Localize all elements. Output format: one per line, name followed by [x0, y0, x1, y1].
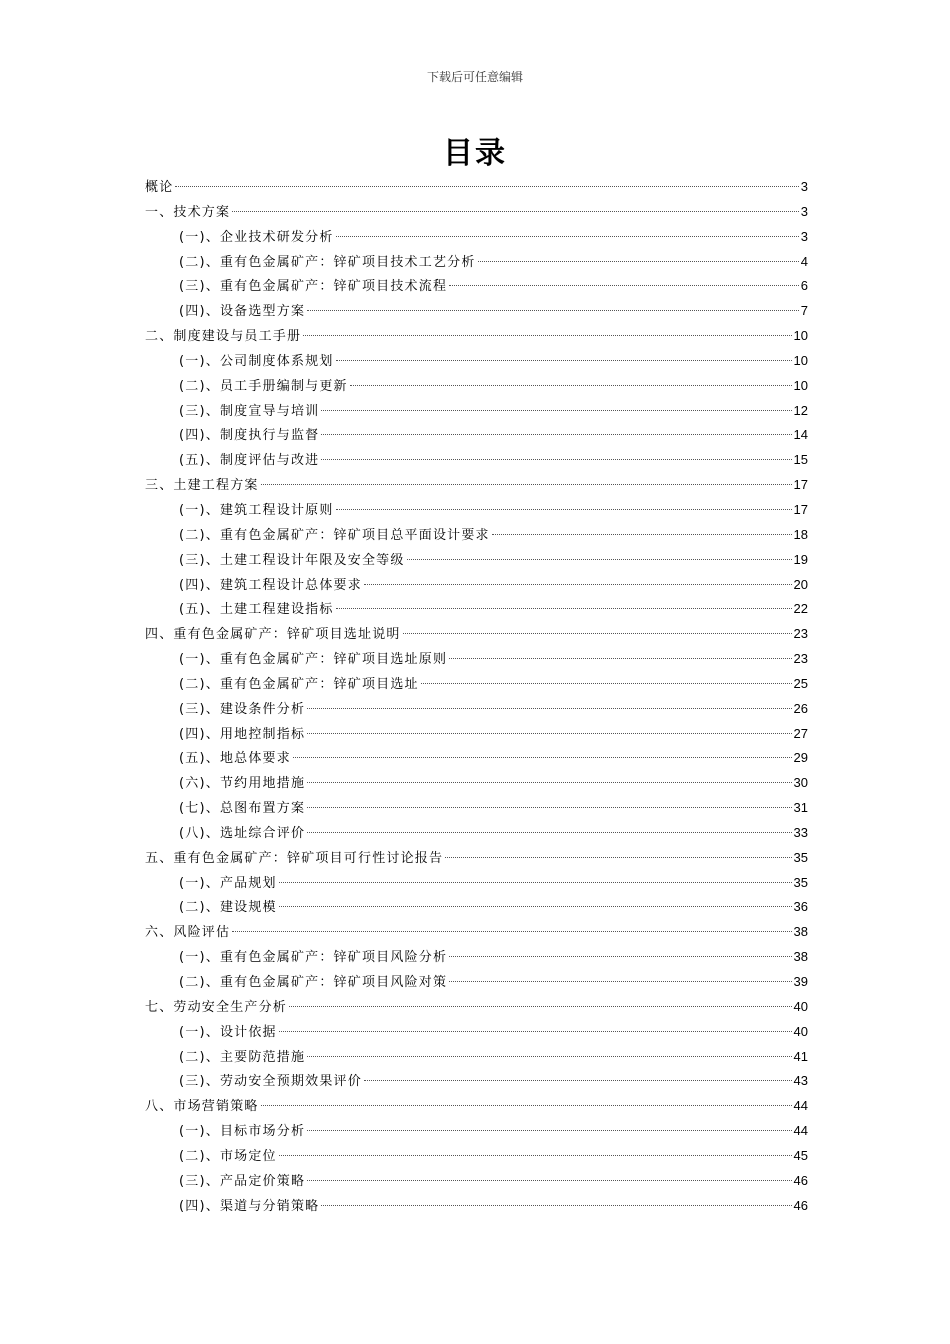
toc-entry[interactable]: [145, 250, 808, 275]
toc-entry-page-number: 7: [800, 303, 808, 319]
toc-dot-leader: [421, 683, 792, 684]
toc-entry-label: (五)、地总体要求: [179, 751, 291, 767]
toc-entry-page-number: 27: [793, 725, 808, 741]
toc-entry-page-number: 39: [793, 974, 808, 989]
toc-dot-leader: [321, 410, 791, 411]
toc-entry-page-number: 10: [793, 352, 808, 368]
toc-entry-page-number: 44: [793, 1098, 808, 1114]
toc-entry[interactable]: [145, 175, 808, 200]
toc-entry-page-number: 18: [793, 526, 808, 542]
toc-dot-leader: [403, 633, 792, 634]
toc-entry[interactable]: [145, 1094, 808, 1119]
toc-entry[interactable]: [145, 796, 808, 821]
toc-entry[interactable]: [145, 448, 808, 473]
toc-entry-page-number: 3: [800, 203, 808, 219]
toc-entry-page-number: 46: [793, 1172, 808, 1188]
toc-dot-leader: [364, 1080, 792, 1081]
toc-entry-page-number: 20: [793, 576, 808, 592]
toc-entry-label: (一)、设计依据: [179, 1024, 277, 1040]
toc-entry-page-number: 3: [800, 228, 808, 244]
toc-entry-label: 六、风险评估: [145, 925, 231, 941]
toc-dot-leader: [336, 360, 792, 361]
toc-dot-leader: [336, 236, 799, 237]
toc-entry-page-number: 12: [793, 402, 808, 418]
toc-entry-page-number: 41: [793, 1048, 808, 1064]
toc-entry-label: (一)、目标市场分析: [179, 1124, 306, 1140]
toc-dot-leader: [445, 857, 791, 858]
toc-dot-leader: [336, 608, 792, 609]
toc-dot-leader: [307, 832, 791, 833]
toc-entry-label: (七)、总图布置方案: [179, 801, 306, 817]
toc-entry-page-number: 45: [793, 1147, 808, 1163]
toc-entry-label: (八)、选址综合评价: [179, 825, 306, 841]
toc-entry-page-number: 6: [800, 278, 808, 294]
table-of-contents: [145, 175, 808, 1218]
toc-dot-leader: [307, 1130, 791, 1131]
toc-dot-leader: [350, 385, 792, 386]
toc-entry-page-number: 14: [793, 427, 808, 443]
toc-entry[interactable]: [145, 647, 808, 672]
toc-dot-leader: [336, 509, 792, 510]
toc-entry-label: 七、劳动安全生产分析: [145, 999, 288, 1015]
toc-entry-label: (四)、渠道与分销策略: [179, 1198, 320, 1214]
toc-dot-leader: [293, 757, 792, 758]
toc-entry-label: 概论: [145, 180, 174, 195]
toc-dot-leader: [492, 534, 792, 535]
toc-entry-page-number: 46: [793, 1197, 808, 1213]
toc-entry-page-number: 4: [800, 253, 808, 269]
toc-entry-label: (五)、土建工程建设指标: [179, 602, 334, 618]
toc-dot-leader: [279, 882, 792, 883]
toc-entry[interactable]: [145, 374, 808, 399]
toc-dot-leader: [303, 335, 791, 336]
toc-entry-page-number: 40: [793, 998, 808, 1014]
toc-entry[interactable]: [145, 1144, 808, 1169]
toc-entry-label: (三)、劳动安全预期效果评价: [179, 1074, 362, 1090]
toc-entry-label: (四)、建筑工程设计总体要求: [179, 577, 362, 593]
toc-entry-label: (三)、制度宣导与培训: [179, 403, 320, 419]
toc-entry-label: (二)、市场定位: [179, 1148, 277, 1164]
toc-entry[interactable]: [145, 995, 808, 1020]
toc-dot-leader: [449, 956, 791, 957]
toc-dot-leader: [261, 484, 792, 485]
toc-entry-label: (一)、重有色金属矿产：锌矿项目风险分析: [179, 950, 448, 966]
toc-entry-page-number: 35: [793, 874, 808, 890]
toc-entry-label: (五)、制度评估与改进: [179, 453, 320, 469]
toc-entry[interactable]: [145, 846, 808, 871]
toc-entry-label: 三、土建工程方案: [145, 478, 259, 494]
toc-entry[interactable]: [145, 970, 808, 995]
toc-entry[interactable]: [145, 423, 808, 448]
toc-entry-label: (二)、重有色金属矿产：锌矿项目技术工艺分析: [179, 254, 476, 270]
toc-dot-leader: [407, 559, 792, 560]
toc-entry[interactable]: [145, 672, 808, 697]
toc-entry[interactable]: [145, 324, 808, 349]
toc-entry-label: 八、市场营销策略: [145, 1099, 259, 1115]
toc-entry-page-number: 44: [793, 1123, 808, 1139]
toc-entry-label: (一)、重有色金属矿产：锌矿项目选址原则: [179, 652, 448, 668]
toc-entry-label: (四)、设备选型方案: [179, 304, 306, 320]
toc-entry[interactable]: [145, 200, 808, 225]
toc-entry-label: (六)、节约用地措施: [179, 776, 306, 792]
toc-entry[interactable]: [145, 746, 808, 771]
toc-entry[interactable]: [145, 349, 808, 374]
page-title: 目录: [443, 136, 507, 171]
toc-entry-label: (二)、重有色金属矿产：锌矿项目风险对策: [179, 975, 448, 990]
toc-dot-leader: [307, 733, 791, 734]
toc-entry-page-number: 40: [793, 1023, 808, 1039]
toc-dot-leader: [321, 459, 791, 460]
toc-dot-leader: [232, 931, 791, 932]
toc-entry[interactable]: [145, 274, 808, 299]
toc-entry[interactable]: [145, 523, 808, 548]
toc-dot-leader: [364, 584, 792, 585]
toc-entry[interactable]: [145, 473, 808, 498]
toc-entry[interactable]: [145, 920, 808, 945]
toc-entry[interactable]: [145, 399, 808, 424]
toc-entry[interactable]: [145, 697, 808, 722]
toc-entry[interactable]: [145, 871, 808, 896]
toc-entry[interactable]: [145, 548, 808, 573]
toc-entry-label: 二、制度建设与员工手册: [145, 329, 302, 345]
toc-dot-leader: [321, 1205, 791, 1206]
toc-dot-leader: [307, 782, 791, 783]
toc-entry-label: (四)、制度执行与监督: [179, 428, 320, 444]
toc-entry-page-number: 33: [793, 824, 808, 840]
toc-entry[interactable]: [145, 1069, 808, 1094]
toc-dot-leader: [307, 310, 799, 311]
toc-entry-page-number: 17: [793, 477, 808, 493]
toc-dot-leader: [307, 807, 791, 808]
toc-entry-page-number: 36: [793, 899, 808, 915]
toc-entry-label: 四、重有色金属矿产：锌矿项目选址说明: [145, 627, 401, 643]
toc-dot-leader: [307, 1056, 791, 1057]
toc-entry-label: (一)、企业技术研发分析: [179, 229, 334, 245]
toc-entry-label: (三)、重有色金属矿产：锌矿项目技术流程: [179, 279, 448, 295]
toc-entry-page-number: 23: [793, 626, 808, 642]
toc-entry[interactable]: [145, 597, 808, 622]
toc-dot-leader: [478, 261, 799, 262]
toc-entry-label: (三)、产品定价策略: [179, 1173, 306, 1189]
toc-entry-page-number: 38: [793, 949, 808, 965]
toc-entry-page-number: 17: [793, 501, 808, 517]
toc-entry[interactable]: [145, 573, 808, 598]
toc-entry[interactable]: [145, 1045, 808, 1070]
toc-entry-label: 一、技术方案: [145, 204, 231, 220]
toc-entry-label: (四)、用地控制指标: [179, 726, 306, 742]
toc-entry[interactable]: [145, 1169, 808, 1194]
toc-entry-page-number: 38: [793, 924, 808, 940]
toc-dot-leader: [279, 1155, 792, 1156]
toc-entry[interactable]: [145, 1194, 808, 1219]
toc-entry[interactable]: [145, 722, 808, 747]
toc-entry-page-number: 15: [793, 452, 808, 468]
toc-entry-label: (二)、重有色金属矿产：锌矿项目总平面设计要求: [179, 527, 490, 543]
toc-entry[interactable]: [145, 821, 808, 846]
toc-dot-leader: [449, 285, 799, 286]
toc-dot-leader: [321, 434, 791, 435]
toc-entry-label: (三)、土建工程设计年限及安全等级: [179, 552, 405, 568]
toc-entry-page-number: 26: [793, 700, 808, 716]
toc-dot-leader: [261, 1105, 792, 1106]
toc-entry[interactable]: [145, 225, 808, 250]
toc-entry-page-number: 31: [793, 800, 808, 816]
toc-entry-page-number: 23: [793, 651, 808, 667]
toc-dot-leader: [279, 1031, 792, 1032]
toc-dot-leader: [279, 906, 792, 907]
toc-entry-label: (一)、产品规划: [179, 875, 277, 891]
toc-entry-label: (一)、建筑工程设计原则: [179, 502, 334, 518]
toc-entry-label: (二)、员工手册编制与更新: [179, 378, 348, 394]
toc-dot-leader: [449, 981, 791, 982]
toc-dot-leader: [307, 1180, 791, 1181]
header-note: 下载后可任意编辑: [426, 70, 523, 84]
toc-entry-page-number: 30: [793, 775, 808, 791]
toc-entry[interactable]: [145, 498, 808, 523]
toc-entry-label: 五、重有色金属矿产：锌矿项目可行性讨论报告: [145, 850, 444, 866]
toc-entry-page-number: 3: [800, 179, 808, 194]
toc-dot-leader: [175, 186, 798, 187]
toc-entry[interactable]: [145, 1020, 808, 1045]
toc-entry[interactable]: [145, 622, 808, 647]
toc-entry-label: (二)、建设规模: [179, 900, 277, 916]
toc-entry[interactable]: [145, 771, 808, 796]
toc-entry-page-number: 22: [793, 601, 808, 617]
toc-entry[interactable]: [145, 1119, 808, 1144]
toc-entry-page-number: 19: [793, 551, 808, 567]
toc-entry-label: (二)、主要防范措施: [179, 1049, 306, 1065]
toc-dot-leader: [307, 708, 791, 709]
toc-entry-page-number: 43: [793, 1073, 808, 1089]
toc-entry-label: (一)、公司制度体系规划: [179, 353, 334, 369]
toc-entry[interactable]: [145, 945, 808, 970]
toc-entry-page-number: 35: [793, 849, 808, 865]
toc-entry[interactable]: [145, 299, 808, 324]
toc-dot-leader: [232, 211, 799, 212]
toc-entry-page-number: 25: [793, 675, 808, 691]
toc-dot-leader: [449, 658, 791, 659]
toc-entry-page-number: 10: [793, 377, 808, 393]
toc-entry-page-number: 10: [793, 328, 808, 344]
toc-entry-label: (二)、重有色金属矿产：锌矿项目选址: [179, 676, 419, 692]
toc-dot-leader: [289, 1006, 792, 1007]
toc-entry[interactable]: [145, 895, 808, 920]
toc-entry-label: (三)、建设条件分析: [179, 701, 306, 717]
toc-entry-page-number: 29: [793, 750, 808, 766]
